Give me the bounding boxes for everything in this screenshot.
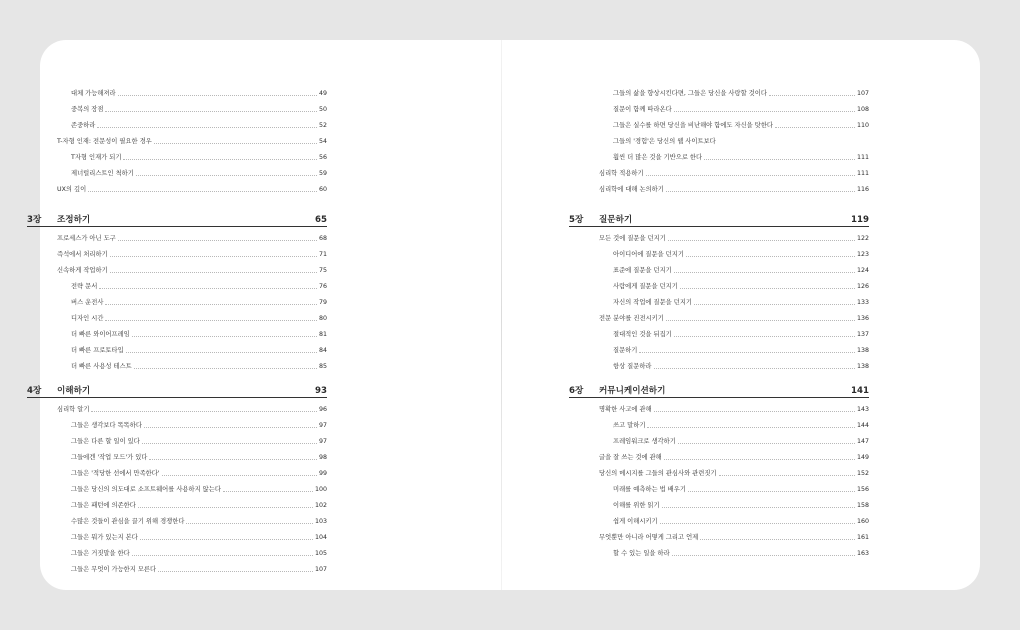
toc-entry: 그들은 실수를 하면 당신을 비난해야 함에도 자신을 탓한다 110 xyxy=(613,122,869,129)
toc-entry: 대체 가능해져라 49 xyxy=(71,90,327,97)
toc-entry: 심리학 알기 96 xyxy=(57,406,327,413)
toc-entry: 프로세스가 아닌 도구 68 xyxy=(57,235,327,242)
toc-entry: 쓰고 말하기 144 xyxy=(613,422,869,429)
toc-entry: 더 빠른 사용성 테스트 85 xyxy=(71,363,327,370)
toc-entry: T자형 인재가 되기 56 xyxy=(71,154,327,161)
book-gutter xyxy=(501,40,502,590)
toc-entry: 신속하게 작업하기 75 xyxy=(57,267,327,274)
toc-entry: 사람에게 질문을 던지기 126 xyxy=(613,283,869,290)
toc-entry: 명확한 사고에 관해 143 xyxy=(599,406,869,413)
toc-entry: 존중하라 52 xyxy=(71,122,327,129)
toc-entry: 항상 질문하라 138 xyxy=(613,363,869,370)
toc-entry: 무엇뿐만 아니라 어떻게 그리고 언제 161 xyxy=(599,534,869,541)
toc-entry: 수많은 것들이 관심을 끌기 위해 경쟁한다 103 xyxy=(71,518,327,525)
toc-entry: 디자인 시간 80 xyxy=(71,315,327,322)
toc-entry: 그들은 뭐가 있는지 본다 104 xyxy=(71,534,327,541)
toc-entry: 더 빠른 프로토타입 84 xyxy=(71,347,327,354)
toc-entry: 버스 운전사 79 xyxy=(71,299,327,306)
toc-entry: 표준에 질문을 던지기 124 xyxy=(613,267,869,274)
toc-entry: 당신의 메시지를 그들의 관심사와 관련짓기 152 xyxy=(599,470,869,477)
toc-entry: 그들은 패턴에 의존한다 102 xyxy=(71,502,327,509)
toc-entry: 전략 문서 76 xyxy=(71,283,327,290)
toc-entry: 제너럴리스트인 척하기 59 xyxy=(71,170,327,177)
toc-entry: 그들은 생각보다 똑똑하다 97 xyxy=(71,422,327,429)
toc-entry: 질문하기 138 xyxy=(613,347,869,354)
toc-entry: 모든 것에 질문을 던지기 122 xyxy=(599,235,869,242)
toc-entry: T-자형 인재: 전문성이 필요한 경우 54 xyxy=(57,138,327,145)
toc-entry: 미래를 예측하는 법 배우기 156 xyxy=(613,486,869,493)
toc-entry: 절대적인 것을 뒤집기 137 xyxy=(613,331,869,338)
toc-entry: 그들은 다른 할 일이 있다 97 xyxy=(71,438,327,445)
toc-entry: 쉽게 이해시키기 160 xyxy=(613,518,869,525)
toc-entry: 그들은 당신의 의도대로 소프트웨어를 사용하지 않는다 100 xyxy=(71,486,327,493)
toc-entry: 글을 잘 쓰는 것에 관해 149 xyxy=(599,454,869,461)
toc-entry: UX의 깊이 60 xyxy=(57,186,327,193)
toc-entry: 자신의 작업에 질문을 던지기 133 xyxy=(613,299,869,306)
toc-entry: 심리학 적용하기 111 xyxy=(599,170,869,177)
toc-entry: 질문이 함께 따라온다 108 xyxy=(613,106,869,113)
toc-entry: 이해를 위한 읽기 158 xyxy=(613,502,869,509)
toc-entry: 프레임워크로 생각하기 147 xyxy=(613,438,869,445)
chapter-heading-3: 3장 조정하기 65 xyxy=(27,212,327,227)
toc-entry: 더 빠른 와이어프레임 81 xyxy=(71,331,327,338)
toc-entry: 그들은 거짓말을 한다 105 xyxy=(71,550,327,557)
toc-entry: 그들에겐 '작업 모드'가 있다 98 xyxy=(71,454,327,461)
toc-entry: 전문 분야를 진전시키기 136 xyxy=(599,315,869,322)
toc-entry: 그들은 '적당한 선에서 만족한다' 99 xyxy=(71,470,327,477)
toc-entry: 즉석에서 처리하기 71 xyxy=(57,251,327,258)
chapter-heading-6: 6장 커뮤니케이션하기 141 xyxy=(569,383,869,398)
toc-entry: 할 수 있는 일을 하라 163 xyxy=(613,550,869,557)
toc-entry-continued: 그들의 '경험'은 당신의 웹 사이트보다 xyxy=(613,138,716,145)
toc-entry: 훨씬 더 많은 것을 기반으로 한다 111 xyxy=(613,154,869,161)
chapter-heading-4: 4장 이해하기 93 xyxy=(27,383,327,398)
chapter-heading-5: 5장 질문하기 119 xyxy=(569,212,869,227)
toc-entry: 아이디어에 질문을 던지기 123 xyxy=(613,251,869,258)
toc-entry: 중복의 장점 50 xyxy=(71,106,327,113)
toc-entry: 그들은 무엇이 가능한지 모른다 107 xyxy=(71,566,327,573)
toc-entry: 그들의 삶을 향상시킨다면, 그들은 당신을 사랑할 것이다 107 xyxy=(613,90,869,97)
toc-entry: 심리학에 대해 논의하기 116 xyxy=(599,186,869,193)
